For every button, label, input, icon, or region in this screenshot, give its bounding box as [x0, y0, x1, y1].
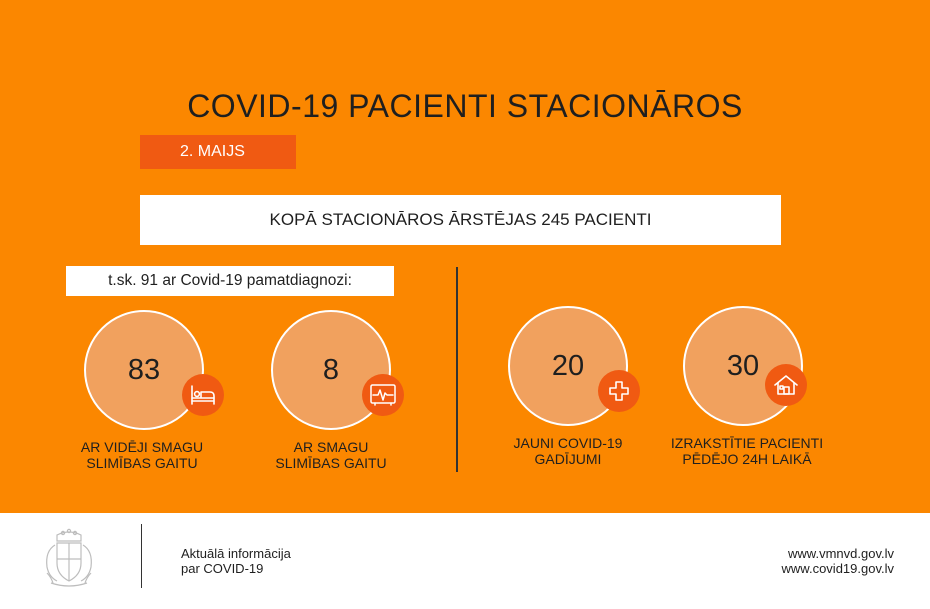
page-title: COVID-19 PACIENTI STACIONĀROS [187, 88, 743, 124]
date-badge: 2. MAIJS [140, 135, 296, 169]
stat-value: 8 [322, 354, 340, 386]
primary-diagnosis-subhead: t.sk. 91 ar Covid-19 pamatdiagnozi: [66, 266, 394, 296]
stat-label: JAUNI COVID-19 GADĪJUMI [513, 435, 623, 467]
footer-info-text: Aktuālā informācija par COVID-19 [181, 546, 291, 576]
link-covid19[interactable]: www.covid19.gov.lv [781, 561, 894, 576]
total-patients-box: KOPĀ STACIONĀROS ĀRSTĒJAS 245 PACIENTI [140, 195, 781, 245]
house-icon [765, 364, 807, 406]
footer-divider [141, 524, 142, 588]
stat-label: AR SMAGU SLIMĪBAS GAITU [275, 439, 387, 471]
stat-value: 83 [127, 354, 161, 386]
coat-of-arms-emblem [37, 527, 101, 596]
stat-value: 20 [551, 350, 585, 382]
stat-circle [84, 310, 204, 430]
heart-monitor-icon [362, 374, 404, 416]
hospital-bed-icon [182, 374, 224, 416]
plus-icon [598, 370, 640, 412]
link-vmnvd[interactable]: www.vmnvd.gov.lv [788, 546, 894, 561]
stat-label: IZRAKSTĪTIE PACIENTI PĒDĒJO 24H LAIKĀ [670, 435, 824, 467]
stat-label: AR VIDĒJI SMAGU SLIMĪBAS GAITU [80, 439, 204, 471]
stat-discharged [637, 306, 857, 476]
stat-value: 30 [726, 350, 760, 382]
stat-severe [221, 310, 441, 480]
stat-moderate [32, 310, 252, 480]
